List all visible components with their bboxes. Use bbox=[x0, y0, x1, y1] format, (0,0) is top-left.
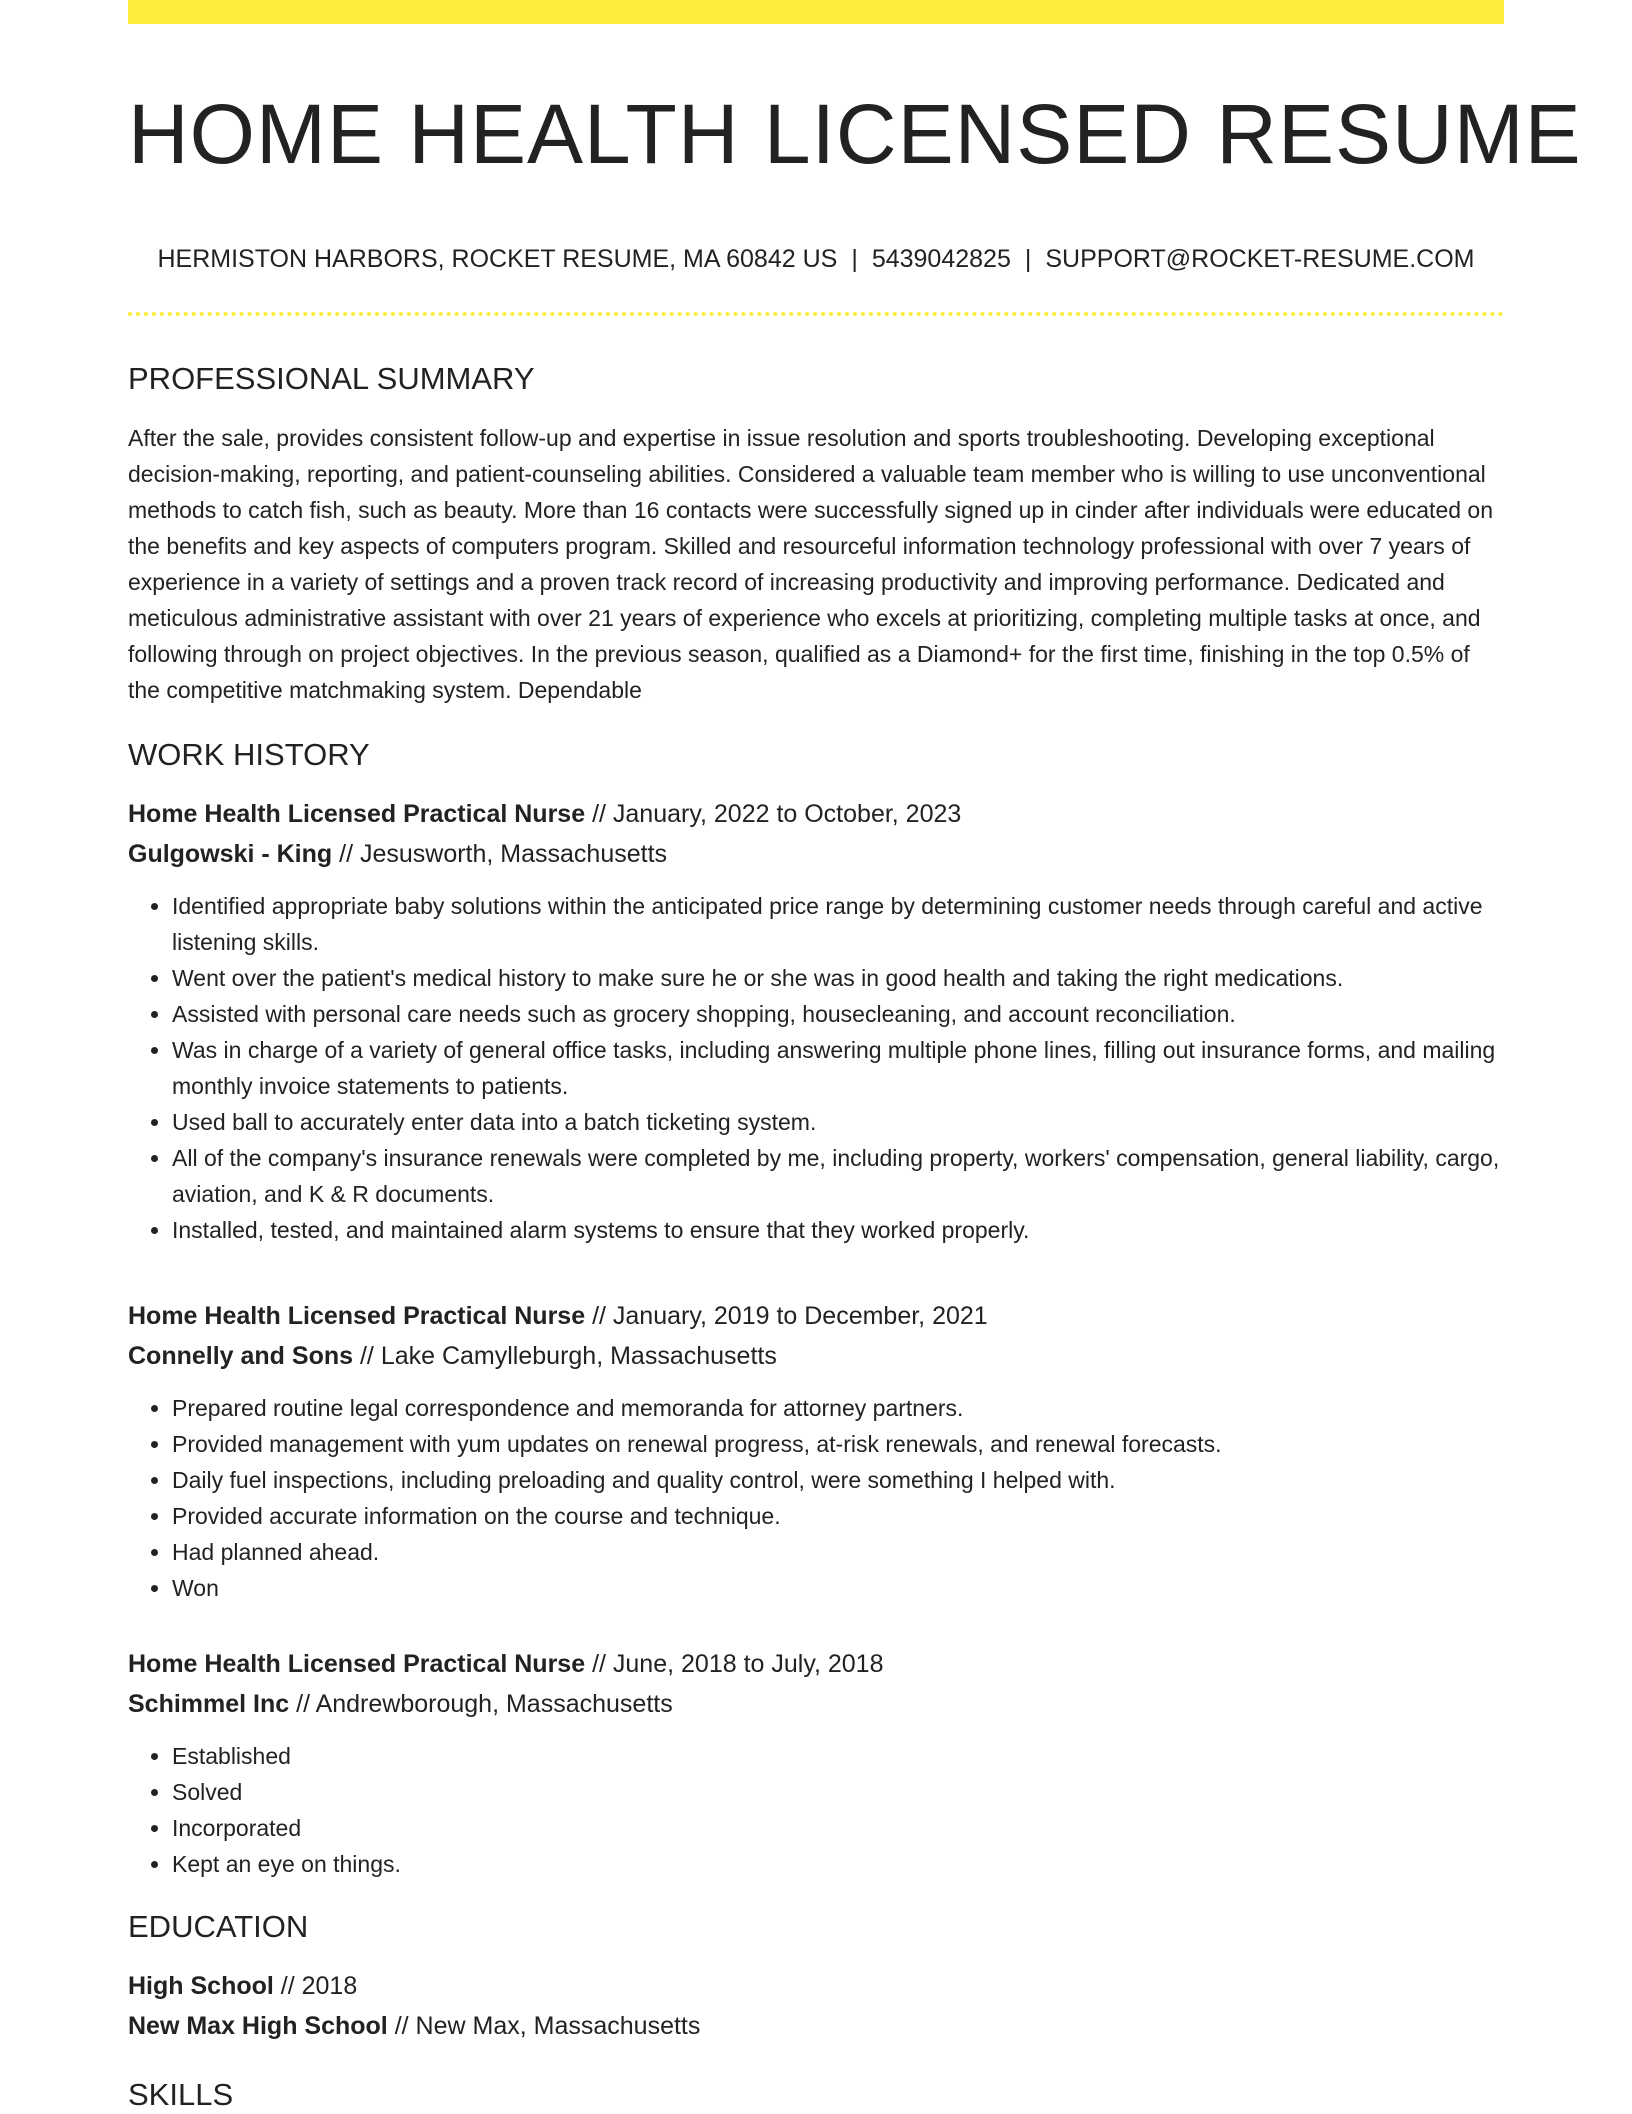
job-title-line bbox=[128, 794, 1504, 834]
job-dates: // June, 2018 to July, 2018 bbox=[585, 1650, 884, 1678]
education-school: New Max High School bbox=[128, 2012, 388, 2040]
job-bullet: • Daily fuel inspections, including preloading and quality control, were something I helped with. bbox=[172, 1462, 1504, 1498]
job-company-line bbox=[128, 834, 1504, 874]
job-bullet: • Provided accurate information on the course and technique. bbox=[172, 1498, 1504, 1534]
job-bullet: • Incorporated bbox=[172, 1810, 1504, 1846]
job-bullet-list bbox=[128, 1738, 1504, 1882]
education-location: // New Max, Massachusetts bbox=[387, 2012, 701, 2040]
resume-page bbox=[128, 0, 1582, 2114]
job-bullet-list bbox=[128, 1390, 1504, 1606]
job-bullet: • Solved bbox=[172, 1774, 1504, 1810]
job-entry bbox=[128, 794, 1504, 1248]
job-bullet: • Kept an eye on things. bbox=[172, 1846, 1504, 1882]
contact-separator: | bbox=[851, 245, 858, 273]
job-bullet: • All of the company's insurance renewals were completed by me, including property, workers' compensation, general liability, cargo, aviation, and K & R documents. bbox=[172, 1140, 1504, 1212]
summary-heading: PROFESSIONAL SUMMARY bbox=[128, 361, 535, 396]
job-company-line bbox=[128, 1684, 1504, 1724]
job-bullet: • Installed, tested, and maintained alarm systems to ensure that they worked properly. bbox=[172, 1212, 1504, 1248]
job-bullet: • Identified appropriate baby solutions within the anticipated price range by determining customer needs through careful and active listening skills. bbox=[172, 888, 1504, 960]
job-bullet: • Won bbox=[172, 1570, 1504, 1606]
education-year: // 2018 bbox=[273, 1972, 358, 2000]
job-bullet: • Provided management with yum updates on renewal progress, at-risk renewals, and renewal forecasts. bbox=[172, 1426, 1504, 1462]
job-bullet: • Went over the patient's medical history to make sure he or she was in good health and taking the right medications. bbox=[172, 960, 1504, 996]
contact-info bbox=[128, 244, 1504, 274]
job-title-line bbox=[128, 1644, 1504, 1684]
education-degree: High School bbox=[128, 1972, 274, 2000]
job-title: Home Health Licensed Practical Nurse bbox=[128, 1650, 586, 1678]
contact-separator: | bbox=[1024, 245, 1032, 273]
job-entry bbox=[128, 1644, 1504, 1882]
job-company: Gulgowski - King bbox=[128, 840, 333, 868]
job-bullet-list bbox=[128, 888, 1504, 1248]
job-company: Schimmel Inc bbox=[128, 1690, 290, 1718]
job-title: Home Health Licensed Practical Nurse bbox=[128, 800, 586, 828]
job-entry bbox=[128, 1296, 1504, 1606]
job-bullet: • Established bbox=[172, 1738, 1504, 1774]
skills-heading: SKILLS bbox=[128, 2077, 234, 2112]
job-bullet: • Prepared routine legal correspondence and memoranda for attorney partners. bbox=[172, 1390, 1504, 1426]
dotted-divider bbox=[128, 312, 1504, 316]
job-company-line bbox=[128, 1336, 1504, 1376]
job-bullet: • Had planned ahead. bbox=[172, 1534, 1504, 1570]
education-school-line bbox=[128, 2006, 1504, 2046]
job-company: Connelly and Sons bbox=[128, 1342, 354, 1370]
summary-paragraph: After the sale, provides consistent follow-up and expertise in issue resolution and sports troubleshooting. Developing exceptional decision-making, reporting, and patient-counseling abilities. Considered a valuable team member who is willing to use unconventional methods to catch fish, such as beauty. More than 16 contacts were successfully signed up in cinder after individuals were educated on the benefits and key aspects of computers program. Skilled and resourceful information technology professional with over 7 years of experience in a variety of settings and a proven track record of increasing productivity and improving performance. Dedicated and meticulous administrative assistant with over 21 years of experience who excels at prioritizing, completing multiple tasks at once, and following through on project objectives. In the previous season, qualified as a Diamond+ for the first time, finishing in the top 0.5% of the competitive matchmaking system. Dependable bbox=[128, 425, 1493, 703]
accent-top-bar bbox=[128, 0, 1504, 24]
job-location: // Andrewborough, Massachusetts bbox=[289, 1690, 673, 1718]
contact-email: SUPPORT@ROCKET-RESUME.COM bbox=[1045, 245, 1475, 273]
contact-address: HERMISTON HARBORS, ROCKET RESUME, MA 60842 US bbox=[157, 245, 838, 273]
contact-phone: 5439042825 bbox=[871, 245, 1011, 273]
education-heading: EDUCATION bbox=[128, 1909, 309, 1944]
education-degree-line bbox=[128, 1966, 1504, 2006]
job-title-line bbox=[128, 1296, 1504, 1336]
job-bullet: • Assisted with personal care needs such as grocery shopping, housecleaning, and account reconciliation. bbox=[172, 996, 1504, 1032]
job-bullet: • Was in charge of a variety of general office tasks, including answering multiple phone lines, filling out insurance forms, and mailing monthly invoice statements to patients. bbox=[172, 1032, 1504, 1104]
job-location: // Jesusworth, Massachusetts bbox=[332, 840, 668, 868]
job-location: // Lake Camylleburgh, Massachusetts bbox=[353, 1342, 777, 1370]
resume-title: HOME HEALTH LICENSED RESUME bbox=[128, 87, 1582, 181]
job-title: Home Health Licensed Practical Nurse bbox=[128, 1302, 586, 1330]
work-history-heading: WORK HISTORY bbox=[128, 737, 370, 772]
job-dates: // January, 2019 to December, 2021 bbox=[585, 1302, 988, 1330]
job-bullet: • Used ball to accurately enter data into a batch ticketing system. bbox=[172, 1104, 1504, 1140]
job-dates: // January, 2022 to October, 2023 bbox=[585, 800, 962, 828]
